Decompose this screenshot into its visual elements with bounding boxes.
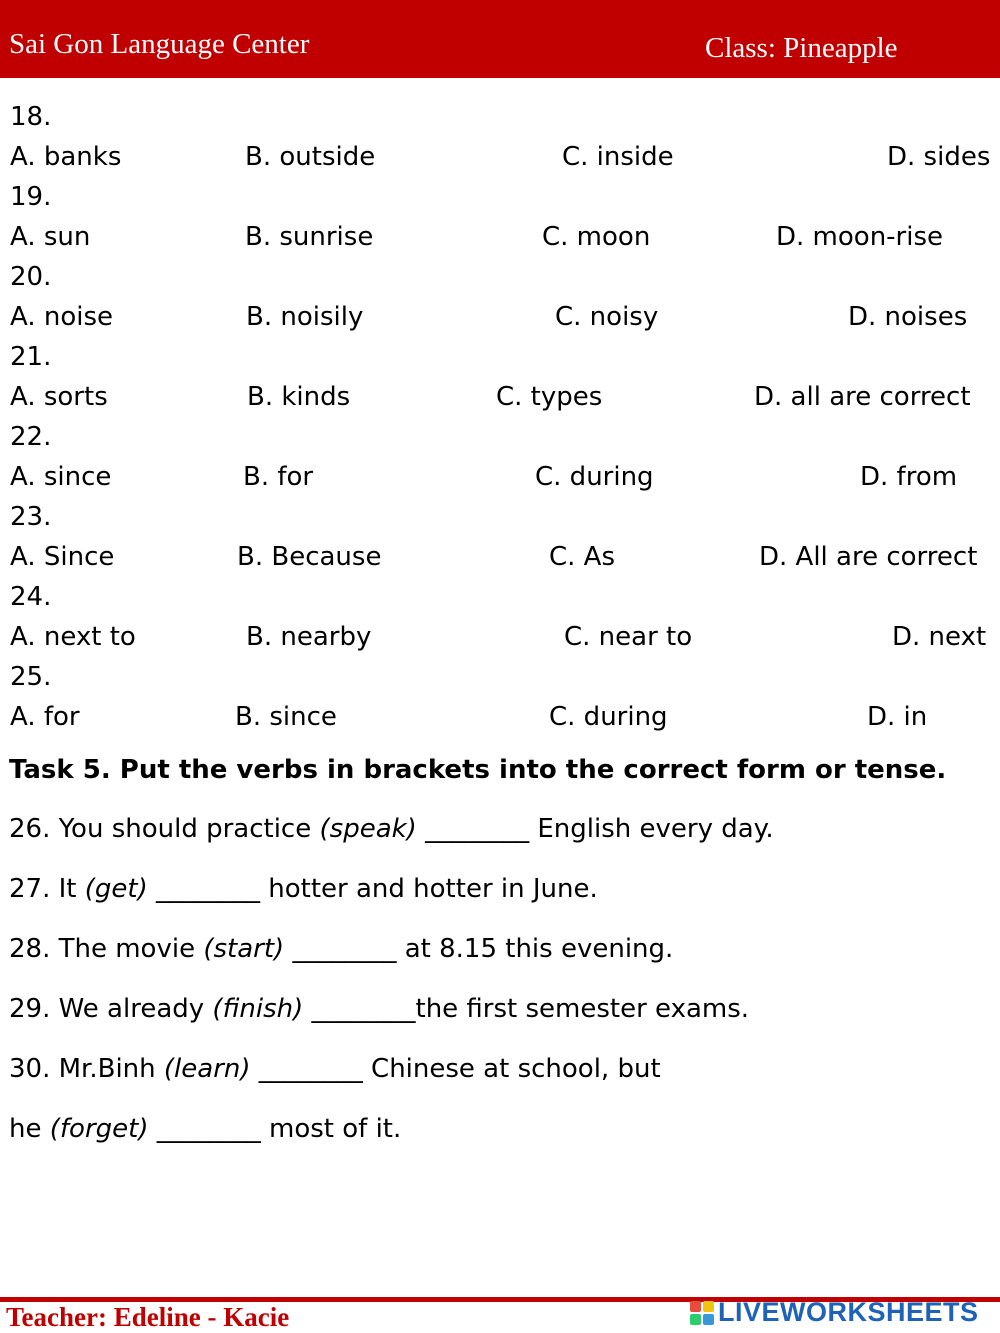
option-a: A. for (10, 702, 80, 732)
option-c: C. near to (564, 622, 693, 652)
question-number: 19. (10, 182, 52, 212)
option-c: C. types (496, 382, 603, 412)
teacher-label: Teacher: Edeline - Kacie (6, 1302, 290, 1332)
question-number: 24. (10, 582, 52, 612)
option-a: A. banks (10, 142, 122, 172)
option-b: B. nearby (246, 622, 372, 652)
option-b: B. noisily (246, 302, 364, 332)
brand-name: LIVEWORKSHEETS (718, 1297, 979, 1327)
option-a: A. Since (10, 542, 115, 572)
question-number: 22. (10, 422, 52, 452)
liveworksheets-logo (690, 1297, 979, 1328)
option-d: D. from (860, 462, 958, 492)
task-sentence: he (forget) ________ most of it. (9, 1114, 402, 1144)
option-c: C. during (535, 462, 654, 492)
option-c: C. noisy (555, 302, 659, 332)
option-c: C. As (549, 542, 616, 572)
header-bar (0, 0, 1000, 78)
option-a: A. sun (10, 222, 91, 252)
option-b: B. for (243, 462, 314, 492)
task-sentence: 26. You should practice (speak) ________ English every day. (9, 814, 774, 844)
option-c: C. during (549, 702, 668, 732)
task-sentence: 28. The movie (start) ________ at 8.15 this evening. (9, 934, 674, 964)
option-b: B. kinds (247, 382, 351, 412)
option-b: B. sunrise (245, 222, 374, 252)
question-number: 18. (10, 102, 52, 132)
question-number: 21. (10, 342, 52, 372)
class-label: Class: Pineapple (705, 32, 898, 64)
center-name: Sai Gon Language Center (9, 28, 310, 60)
task-sentence: 29. We already (finish) ________the first semester exams. (9, 994, 750, 1024)
question-number: 25. (10, 662, 52, 692)
task-sentence: 30. Mr.Binh (learn) ________ Chinese at school, but (9, 1054, 661, 1084)
option-d: D. in (867, 702, 928, 732)
option-a: A. noise (10, 302, 114, 332)
option-d: D. moon-rise (776, 222, 944, 252)
task-sentence: 27. It (get) ________ hotter and hotter in June. (9, 874, 598, 904)
option-b: B. outside (245, 142, 376, 172)
question-number: 20. (10, 262, 52, 292)
option-d: D. all are correct (754, 382, 971, 412)
option-a: A. since (10, 462, 112, 492)
option-b: B. Because (237, 542, 382, 572)
option-c: C. inside (562, 142, 674, 172)
option-d: D. All are correct (759, 542, 978, 572)
option-d: D. sides (887, 142, 991, 172)
option-c: C. moon (542, 222, 651, 252)
option-d: D. next (892, 622, 987, 652)
option-a: A. next to (10, 622, 136, 652)
option-a: A. sorts (10, 382, 108, 412)
option-d: D. noises (848, 302, 968, 332)
task-title: Task 5. Put the verbs in brackets into the correct form or tense. (9, 755, 947, 785)
question-number: 23. (10, 502, 52, 532)
liveworksheets-icon (690, 1301, 714, 1325)
option-b: B. since (235, 702, 337, 732)
